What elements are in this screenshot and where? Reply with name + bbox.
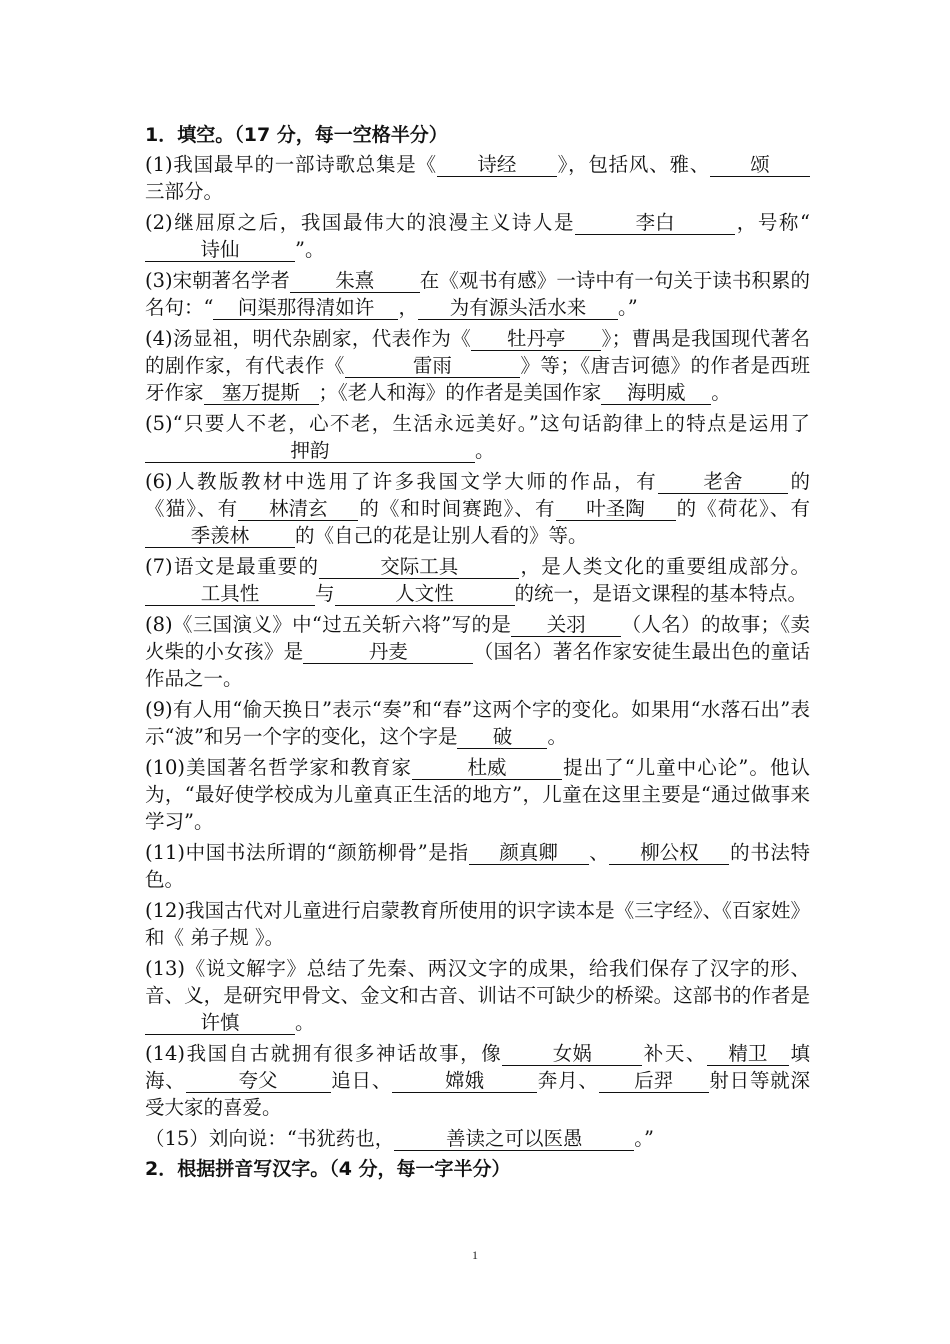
question-13: (13)《说文解字》总结了先秦、两汉文字的成果，给我们保存了汉字的形、音、义，是研究甲骨文、金文和古音、训诂不可缺少的桥梁。这部书的作者是许慎 。 <box>145 957 810 1034</box>
answer-blank: 交际工具 <box>319 556 519 579</box>
answer-blank: 问渠那得清如许 <box>213 297 398 320</box>
question-2: (2)继屈原之后，我国最伟大的浪漫主义诗人是 李白 ，号称“诗仙 ”。 <box>145 211 810 261</box>
answer-blank: 许慎 <box>145 1012 295 1035</box>
answer-blank: 林清玄 <box>238 498 358 521</box>
answer-blank: 诗仙 <box>145 239 295 262</box>
answer-blank: 丹麦 <box>303 641 473 664</box>
document-body <box>145 118 810 1185</box>
section-2-heading: 2．根据拼音写汉字。（4 分，每一字半分） <box>145 1158 511 1180</box>
question-6: (6)人教版教材中选用了许多我国文学大师的作品，有 老舍 的《猫》、有 林清玄 的《和时间赛跑》、有 叶圣陶 的《荷花》、有季羡林 的《自己的花是让别人看的》等。 <box>145 470 810 547</box>
answer-blank: 善读之可以医愚 <box>394 1128 634 1151</box>
answer-blank: 柳公权 <box>609 842 729 865</box>
answer-blank: 老舍 <box>658 471 788 494</box>
question-5: (5)“只要人不老，心不老，生活永远美好。”这句话韵律上的特点是运用了押韵 。 <box>145 412 810 462</box>
question-10: (10)美国著名哲学家和教育家 杜威 提出了“儿童中心论”。他认为，“最好使学校成为儿童真正生活的地方”，儿童在这里主要是“通过做事来学习”。 <box>145 756 810 833</box>
answer-blank: 为有源头活水来 <box>418 297 618 320</box>
answer-blank: 工具性 <box>145 583 315 606</box>
answer-blank: 嫦娥 <box>392 1070 537 1093</box>
answer-blank: 塞万提斯 <box>204 382 319 405</box>
question-12: (12)我国古代对儿童进行启蒙教育所使用的识字读本是《三字经》、《百家姓》和《 弟子规 》。 <box>145 899 810 949</box>
answer-blank: 李白 <box>575 212 735 235</box>
answer-blank: 朱熹 <box>290 270 420 293</box>
question-8: (8)《三国演义》中“过五关斩六将”写的是 关羽 （人名）的故事；《卖火柴的小女孩》是 丹麦 （国名）著名作家安徒生最出色的童话作品之一。 <box>145 613 810 690</box>
answer-blank: 季羡林 <box>145 525 295 548</box>
answer-blank: 精卫 <box>707 1043 789 1066</box>
question-9: (9)有人用“偷天换日”表示“奏”和“春”这两个字的变化。如果用“水落石出”表示“波”和另一个字的变化，这个字是 破 。 <box>145 698 810 748</box>
answer-blank: 颜真卿 <box>469 842 589 865</box>
question-15: （15）刘向说：“书犹药也， 善读之可以医愚 。” <box>145 1127 655 1150</box>
answer-blank: 颂 <box>710 154 810 177</box>
answer-blank: 女娲 <box>502 1043 642 1066</box>
question-1: (1)我国最早的一部诗歌总集是《 诗经 》，包括风、雅、 颂三部分。 <box>145 151 810 205</box>
answer-blank: 牡丹亭 <box>471 328 601 351</box>
answer-blank: 海明威 <box>601 382 711 405</box>
answer-blank: 关羽 <box>511 614 621 637</box>
section-1-heading: 1．填空。（17 分，每一空格半分） <box>145 124 448 146</box>
answer-blank: 叶圣陶 <box>556 498 676 521</box>
question-11: (11)中国书法所谓的“颜筋柳骨”是指 颜真卿 、 柳公权 的书法特色。 <box>145 841 810 891</box>
question-14: (14)我国自古就拥有很多神话故事，像 女娲 补天、 精卫 填海、 夸父 追日、 嫦娥 奔月、 后羿 射日等就深受大家的喜爱。 <box>145 1042 810 1119</box>
answer-blank: 诗经 <box>437 154 557 177</box>
question-4: (4)汤显祖，明代杂剧家，代表作为《 牡丹亭 》；曹禺是我国现代著名的剧作家，有代表作《 雷雨 》等；《唐吉诃德》的作者是西班牙作家 塞万提斯 ；《老人和海》的作者是美国作家 海明威 。 <box>145 327 810 404</box>
answer-blank: 押韵 <box>145 440 475 463</box>
answer-blank: 人文性 <box>335 583 515 606</box>
page-number: 1 <box>472 1248 478 1262</box>
answer-blank: 杜威 <box>412 757 562 780</box>
question-3: (3)宋朝著名学者 朱熹 在《观书有感》一诗中有一句关于读书积累的名句：“ 问渠那得清如许 ， 为有源头活水来 。” <box>145 269 810 319</box>
question-7: (7)语文是最重要的 交际工具 ，是人类文化的重要组成部分。工具性 与 人文性 的统一，是语文课程的基本特点。 <box>145 555 810 605</box>
answer-blank: 破 <box>457 726 547 749</box>
answer-blank: 后羿 <box>599 1070 709 1093</box>
answer-blank: 夸父 <box>186 1070 331 1093</box>
answer-blank: 雷雨 <box>345 355 520 378</box>
